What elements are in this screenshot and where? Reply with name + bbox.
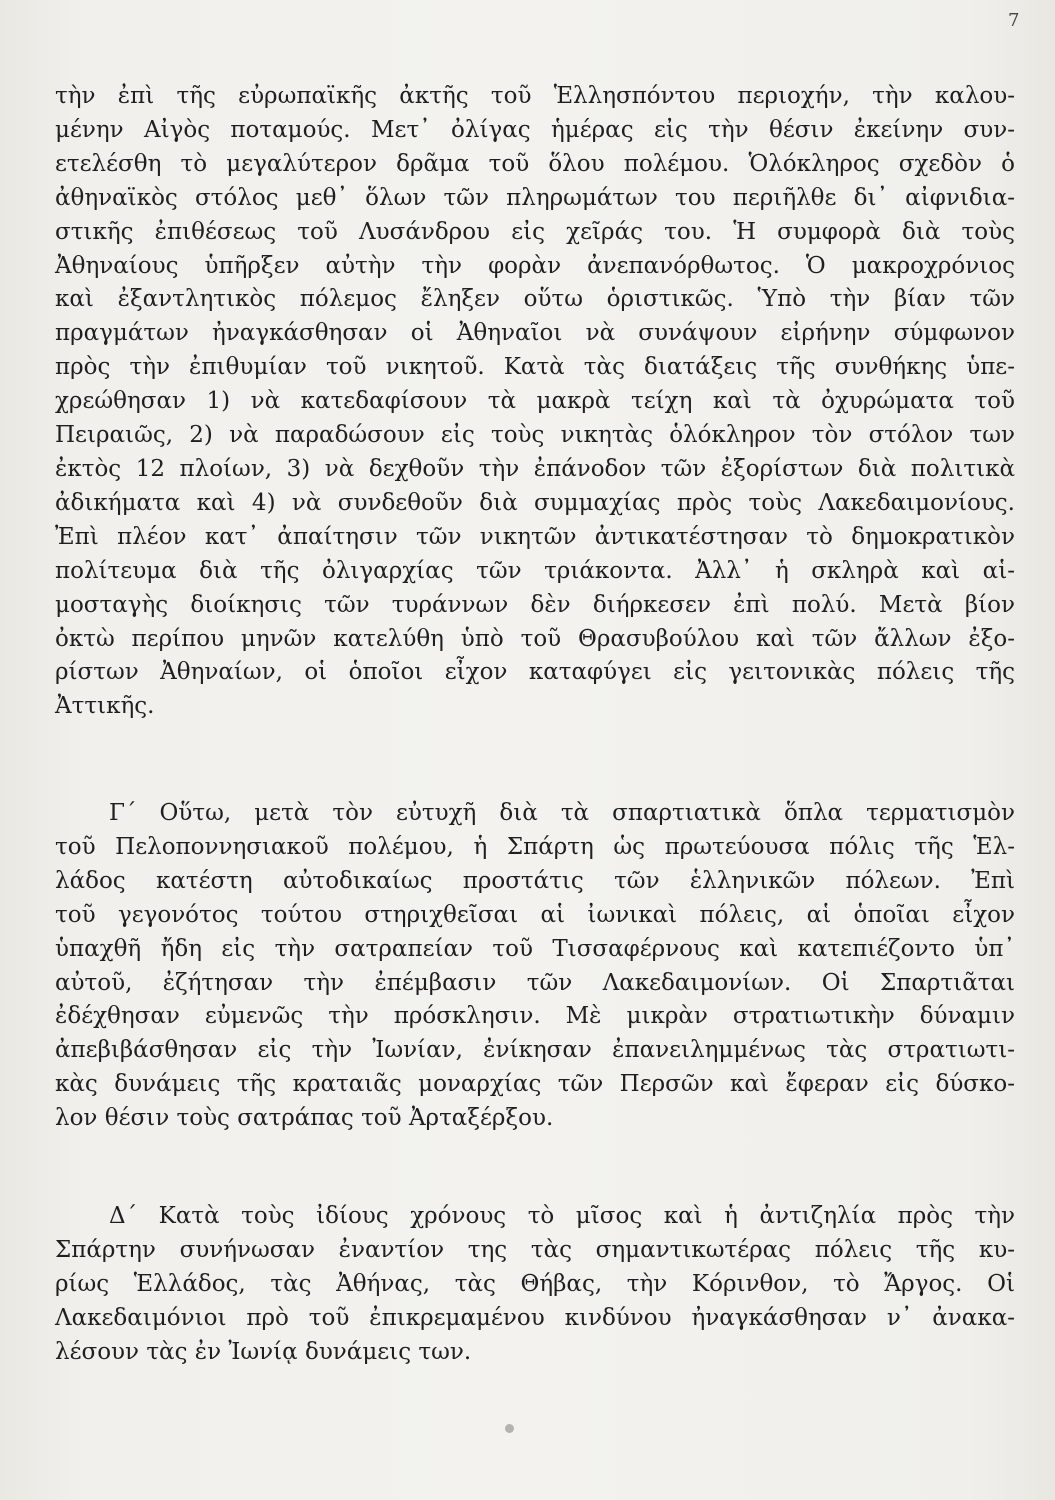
text-line: λέσουν τὰς ἐν Ἰωνίᾳ δυνάμεις των. <box>55 1338 472 1365</box>
text-line: μοσταγὴς διοίκησις τῶν τυράννων δὲν διήρκεσεν ἐπὶ πολύ. Μετὰ βίον <box>55 591 1015 618</box>
text-line: ἐκτὸς 12 πλοίων, 3) νὰ δεχθοῦν τὴν ἐπάνοδον τῶν ἐξορίστων διὰ πολιτικὰ <box>55 455 1015 482</box>
text-line: πρὸς τὴν ἐπιθυμίαν τοῦ νικητοῦ. Κατὰ τὰς διατάξεις τῆς συνθήκης ὑπε- <box>55 354 1015 381</box>
text-line: ἀδικήματα καὶ 4) νὰ συνδεθοῦν διὰ συμμαχίας πρὸς τοὺς Λακεδαιμονίους. <box>55 489 1015 516</box>
text-line: καὶ ἐξαντλητικὸς πόλεμος ἔληξεν οὕτω ὁριστικῶς. Ὑπὸ τὴν βίαν τῶν <box>55 286 1015 313</box>
text-line: Λακεδαιμόνιοι πρὸ τοῦ ἐπικρεμαμένου κινδύνου ἠναγκάσθησαν ν᾽ ἀνακα- <box>55 1304 1015 1331</box>
text-line: Ἀθηναίους ὑπῆρξεν αὐτὴν τὴν φορὰν ἀνεπανόρθωτος. Ὁ μακροχρόνιος <box>55 252 1015 279</box>
text-line: ἀπεβιβάσθησαν εἰς τὴν Ἰωνίαν, ἐνίκησαν ἐπανειλημμένως τὰς στρατιωτι- <box>55 1037 1015 1064</box>
text-line: μένην Αἰγὸς ποταμούς. Μετ᾽ ὀλίγας ἡμέρας εἰς τὴν θέσιν ἐκείνην συν- <box>55 116 1015 143</box>
text-line: Ἐπὶ πλέον κατ᾽ ἀπαίτησιν τῶν νικητῶν ἀντικατέστησαν τὸ δημοκρατικὸν <box>55 523 1015 550</box>
text-line: Σπάρτην συνήνωσαν ἐναντίον της τὰς σημαντικωτέρας πόλεις τῆς κυ- <box>55 1236 1015 1263</box>
text-line: αὐτοῦ, ἐζήτησαν τὴν ἐπέμβασιν τῶν Λακεδαιμονίων. Οἱ Σπαρτιᾶται <box>55 969 1015 996</box>
text-line: τὴν ἐπὶ τῆς εὐρωπαϊκῆς ἀκτῆς τοῦ Ἑλλησπόντου περιοχήν, τὴν καλου- <box>55 83 1015 109</box>
text-line: πραγμάτων ἠναγκάσθησαν οἱ Ἀθηναῖοι νὰ συνάψουν εἰρήνην σύμφωνον <box>55 320 1015 347</box>
text-line: Πειραιῶς, 2) νὰ παραδώσουν εἰς τοὺς νικητὰς ὁλόκληρον τὸν στόλον των <box>55 422 1015 449</box>
text-line: Γ΄ Οὕτω, μετὰ τὸν εὐτυχῆ διὰ τὰ σπαρτιατικὰ ὅπλα τερματισμὸν <box>109 800 1015 826</box>
text-line: ετελέσθη τὸ μεγαλύτερον δρᾶμα τοῦ ὅλου πολέμου. Ὁλόκληρος σχεδὸν ὁ <box>55 150 1015 177</box>
text-line: Δ΄ Κατὰ τοὺς ἰδίους χρόνους τὸ μῖσος καὶ ἡ ἀντιζηλία πρὸς τὴν <box>109 1203 1015 1229</box>
text-line: ἐδέχθησαν εὐμενῶς τὴν πρόσκλησιν. Μὲ μικρὰν στρατιωτικὴν δύναμιν <box>55 1003 1015 1030</box>
text-line: ρίως Ἑλλάδος, τὰς Ἀθήνας, τὰς Θήβας, τὴν Κόρινθον, τὸ Ἄργος. Οἱ <box>55 1270 1015 1297</box>
text-line: Ἀττικῆς. <box>55 693 155 720</box>
text-line: κὰς δυνάμεις τῆς κραταιᾶς μοναρχίας τῶν Περσῶν καὶ ἔφεραν εἰς δύσκο- <box>55 1071 1015 1098</box>
text-line: στικῆς ἐπιθέσεως τοῦ Λυσάνδρου εἰς χεῖράς του. Ἡ συμφορὰ διὰ τοὺς <box>55 218 1015 245</box>
text-line: λον θέσιν τοὺς σατράπας τοῦ Ἀρταξέρξου. <box>55 1105 554 1132</box>
page-speck <box>505 1424 514 1433</box>
text-line: χρεώθησαν 1) νὰ κατεδαφίσουν τὰ μακρὰ τείχη καὶ τὰ ὀχυρώματα τοῦ <box>55 388 1015 415</box>
text-line: ἀθηναϊκὸς στόλος μεθ᾽ ὅλων τῶν πληρωμάτων του περιῆλθε δι᾽ αἰφνιδια- <box>55 184 1015 211</box>
text-line: τοῦ Πελοποννησιακοῦ πολέμου, ἡ Σπάρτη ὡς πρωτεύουσα πόλις τῆς Ἑλ- <box>55 833 1015 860</box>
paragraph-1 <box>55 80 1015 724</box>
paragraph-3 <box>55 1200 1015 1370</box>
page-number: 7 <box>1008 10 1020 31</box>
text-line: πολίτευμα διὰ τῆς ὀλιγαρχίας τῶν τριάκοντα. Ἀλλ᾽ ἡ σκληρὰ καὶ αἱ- <box>55 557 1015 584</box>
text-line: τοῦ γεγονότος τούτου στηριχθεῖσαι αἱ ἰωνικαὶ πόλεις, αἱ ὁποῖαι εἶχον <box>55 901 1015 928</box>
text-line: ὀκτὼ περίπου μηνῶν κατελύθη ὑπὸ τοῦ Θρασυβούλου καὶ τῶν ἄλλων ἐξο- <box>55 625 1015 652</box>
text-line: ρίστων Ἀθηναίων, οἱ ὁποῖοι εἶχον καταφύγει εἰς γειτονικὰς πόλεις τῆς <box>55 659 1015 686</box>
paragraph-2 <box>55 797 1015 1136</box>
text-line: ὑπαχθῆ ἤδη εἰς τὴν σατραπείαν τοῦ Τισσαφέρνους καὶ κατεπιέζοντο ὑπ᾽ <box>55 935 1015 962</box>
text-line: λάδος κατέστη αὐτοδικαίως προστάτις τῶν ἑλληνικῶν πόλεων. Ἐπὶ <box>55 867 1015 894</box>
